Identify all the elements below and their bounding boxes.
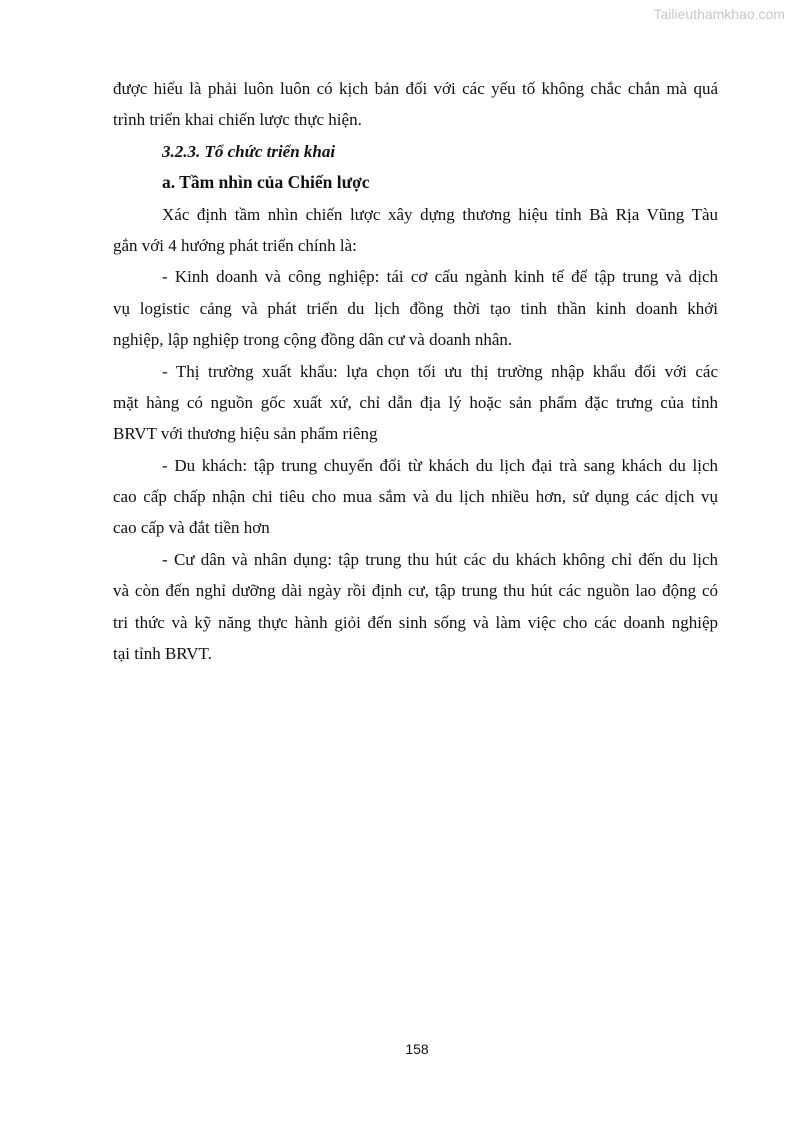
body-line: mặt hàng có nguồn gốc xuất xứ, chỉ dẫn địa lý hoặc sản phẩm đặc trưng của tỉnh bbox=[113, 392, 718, 412]
body-line: Xác định tầm nhìn chiến lược xây dựng thương hiệu tỉnh Bà Rịa Vũng Tàu bbox=[162, 204, 718, 224]
body-line: BRVT với thương hiệu sản phẩm riêng bbox=[113, 424, 378, 444]
body-line: cao cấp và đắt tiền hơn bbox=[113, 518, 270, 538]
body-line: vụ logistic cảng và phát triển du lịch đồng thời tạo tinh thần kinh doanh khởi bbox=[113, 298, 718, 318]
body-line: tri thức và kỹ năng thực hành giỏi đến sinh sống và làm việc cho các doanh nghiệp bbox=[113, 612, 718, 632]
bullet-line: - Thị trường xuất khẩu: lựa chọn tối ưu thị trường nhập khẩu đối với các bbox=[162, 361, 718, 381]
body-line: và còn đến nghỉ dưỡng dài ngày rồi định cư, tập trung thu hút các nguồn lao động có bbox=[113, 581, 718, 601]
body-line: cao cấp chấp nhận chi tiêu cho mua sắm và du lịch nhiều hơn, sử dụng các dịch vụ bbox=[113, 487, 718, 507]
subsection-heading: a. Tầm nhìn của Chiến lược bbox=[162, 172, 370, 193]
document-body bbox=[113, 73, 718, 669]
bullet-line: - Cư dân và nhân dụng: tập trung thu hút các du khách không chỉ đến du lịch bbox=[162, 549, 718, 569]
watermark: Tailieuthamkhao.com bbox=[653, 6, 785, 22]
bullet-line: - Du khách: tập trung chuyển đổi từ khách du lịch đại trà sang khách du lịch bbox=[162, 455, 718, 475]
body-line: nghiệp, lập nghiệp trong cộng đồng dân cư và doanh nhân. bbox=[113, 330, 513, 350]
body-line: tại tỉnh BRVT. bbox=[113, 644, 212, 664]
bullet-line: - Kinh doanh và công nghiệp: tái cơ cấu ngành kinh tế để tập trung và dịch bbox=[162, 267, 718, 287]
body-line: gắn với 4 hướng phát triển chính là: bbox=[113, 235, 357, 255]
page-number: 158 bbox=[405, 1041, 429, 1057]
section-heading: 3.2.3. Tổ chức triển khai bbox=[162, 141, 336, 161]
body-line: trình triển khai chiến lược thực hiện. bbox=[113, 110, 362, 130]
body-line: được hiểu là phải luôn luôn có kịch bản đối với các yếu tố không chắc chắn mà quá bbox=[113, 79, 718, 98]
